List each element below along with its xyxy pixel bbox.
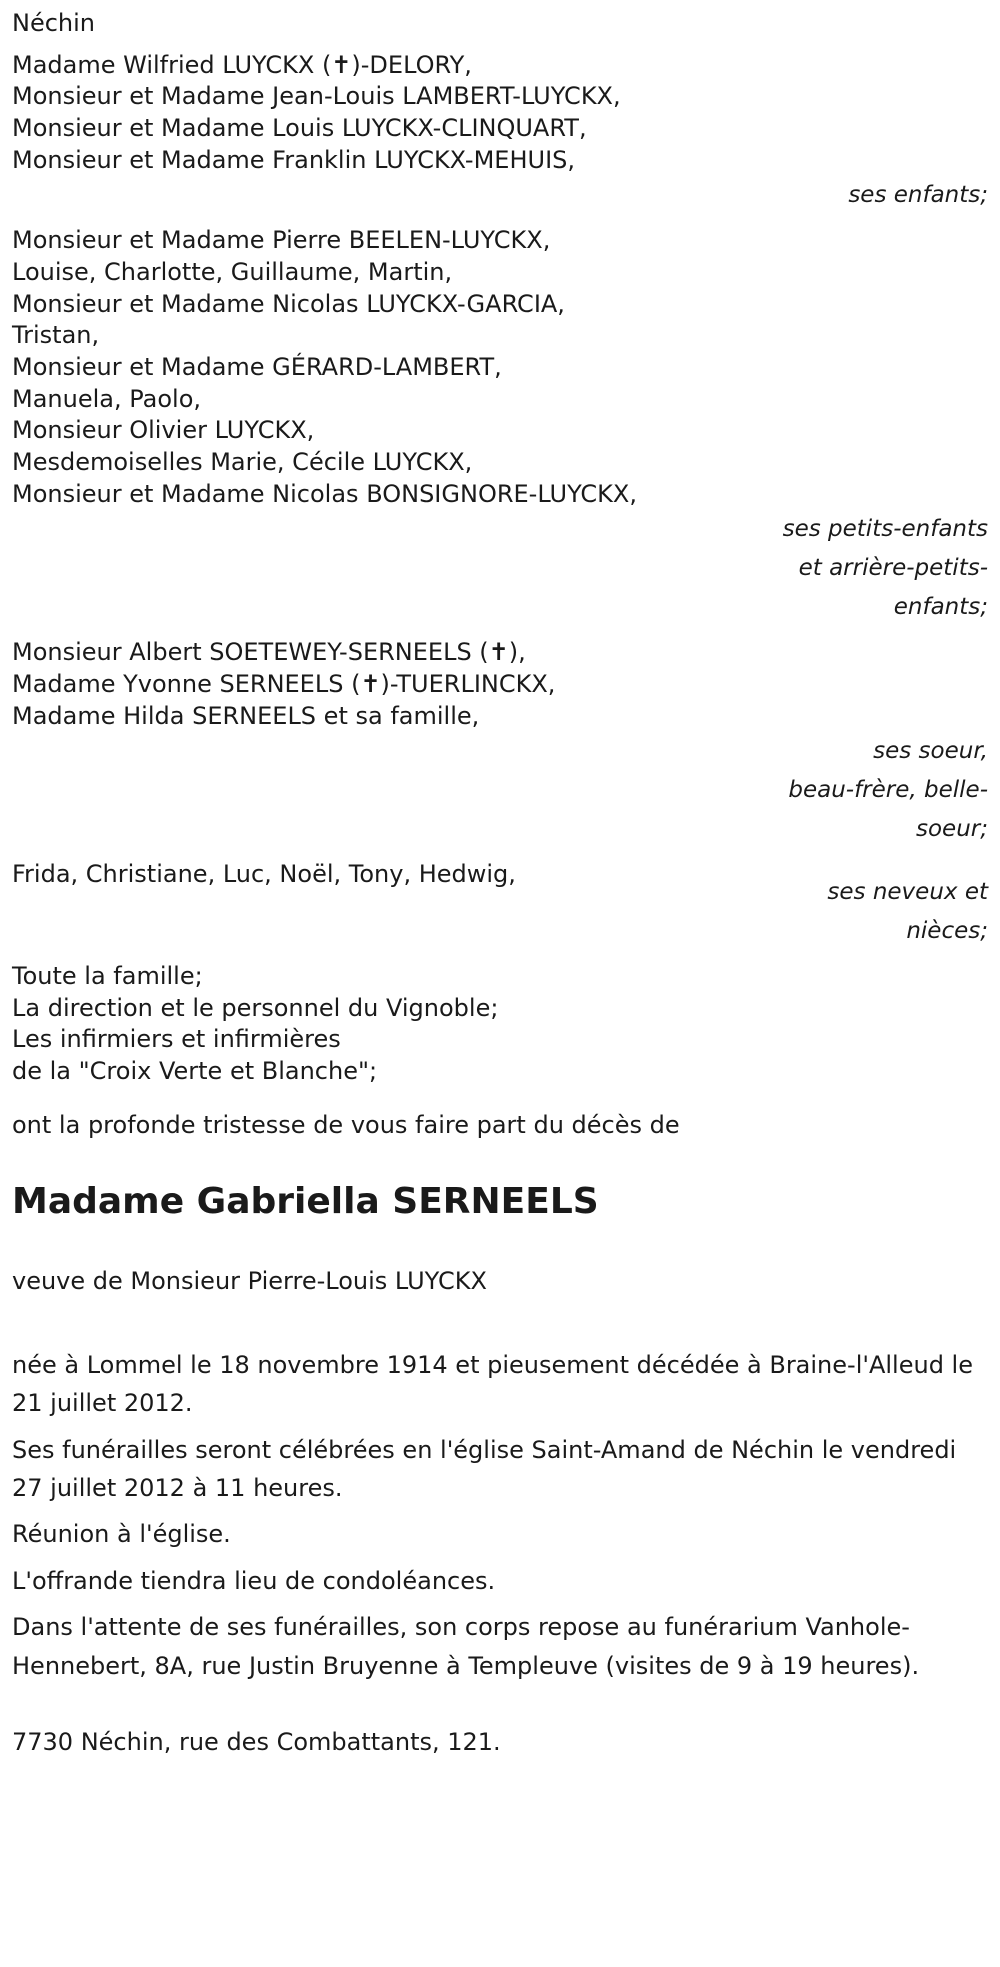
condolences-paragraph: L'offrande tiendra lieu de condoléances. <box>12 1566 496 1595</box>
family-group-children <box>12 50 988 216</box>
funeral-paragraph: Ses funérailles seront célébrées en l'église Saint-Amand de Néchin le vendredi 27 juillet 2012 à 11 heures. <box>12 1435 957 1503</box>
family-line: Tristan, <box>12 321 100 350</box>
relation-line: et arrière-petits- <box>798 555 988 582</box>
relation-line: ses neveux et <box>827 879 988 906</box>
family-group-siblings <box>12 637 988 849</box>
family-line: Monsieur Albert SOETEWEY-SERNEELS (✝), <box>12 638 526 667</box>
family-line: Madame Wilfried LUYCKX (✝)-DELORY, <box>12 50 472 79</box>
family-line: Frida, Christiane, Luc, Noël, Tony, Hedwig, <box>12 860 516 889</box>
mourner-line: La direction et le personnel du Vignoble; <box>12 993 499 1022</box>
relation-label <box>748 176 988 215</box>
family-line: Monsieur et Madame Nicolas LUYCKX-GARCIA, <box>12 289 565 318</box>
birth-death-paragraph: née à Lommel le 18 novembre 1914 et pieusement décédée à Braine-l'Alleud le 21 juillet 2012. <box>12 1350 973 1418</box>
family-line: Mesdemoiselles Marie, Cécile LUYCKX, <box>12 448 473 477</box>
family-line: Monsieur Olivier LUYCKX, <box>12 416 315 445</box>
relation-line: soeur; <box>916 816 988 843</box>
gathering-paragraph: Réunion à l'église. <box>12 1520 231 1549</box>
relation-line: nièces; <box>906 918 988 945</box>
relation-line: ses soeur, <box>873 738 988 765</box>
family-group-grandchildren <box>12 225 988 627</box>
family-line: Manuela, Paolo, <box>12 384 201 413</box>
family-line: Madame Hilda SERNEELS et sa famille, <box>12 701 480 730</box>
address-text: 7730 Néchin, rue des Combattants, 121. <box>12 1728 501 1757</box>
family-line: Monsieur et Madame Louis LUYCKX-CLINQUART, <box>12 114 587 143</box>
family-line: Monsieur et Madame Nicolas BONSIGNORE-LUYCKX, <box>12 479 637 508</box>
place-heading: Néchin <box>12 9 96 37</box>
mourner-line: Les infirmiers et infirmières <box>12 1025 341 1054</box>
mourner-line: Toute la famille; <box>12 962 203 991</box>
relation-label <box>748 510 988 627</box>
mourner-line: de la "Croix Verte et Blanche"; <box>12 1057 378 1086</box>
relation-line: beau-frère, belle- <box>788 777 988 804</box>
relation-label <box>748 732 988 849</box>
family-line: Monsieur et Madame Franklin LUYCKX-MEHUIS, <box>12 145 576 174</box>
relation-line: enfants; <box>893 594 988 621</box>
relation-label <box>748 873 988 951</box>
family-group-nephews <box>12 859 988 951</box>
family-line: Monsieur et Madame Pierre BEELEN-LUYCKX, <box>12 226 551 255</box>
widow-of-text: veuve de Monsieur Pierre-Louis LUYCKX <box>12 1267 487 1296</box>
family-line: Louise, Charlotte, Guillaume, Martin, <box>12 258 453 287</box>
deceased-name: Madame Gabriella SERNEELS <box>12 1181 599 1223</box>
family-line: Monsieur et Madame Jean-Louis LAMBERT-LUYCKX, <box>12 82 621 111</box>
family-line: Monsieur et Madame GÉRARD-LAMBERT, <box>12 353 502 382</box>
other-mourners <box>12 961 988 1088</box>
family-line: Madame Yvonne SERNEELS (✝)-TUERLINCKX, <box>12 670 556 699</box>
relation-line: ses petits-enfants <box>782 516 988 543</box>
relation-line: ses enfants; <box>848 182 988 209</box>
announcement-text: ont la profonde tristesse de vous faire part du décès de <box>12 1110 680 1139</box>
funerarium-paragraph: Dans l'attente de ses funérailles, son corps repose au funérarium Vanhole-Hennebert, 8A, rue Justin Bruyenne à Templeuve (visites de 9 à 19 heures). <box>12 1613 920 1680</box>
